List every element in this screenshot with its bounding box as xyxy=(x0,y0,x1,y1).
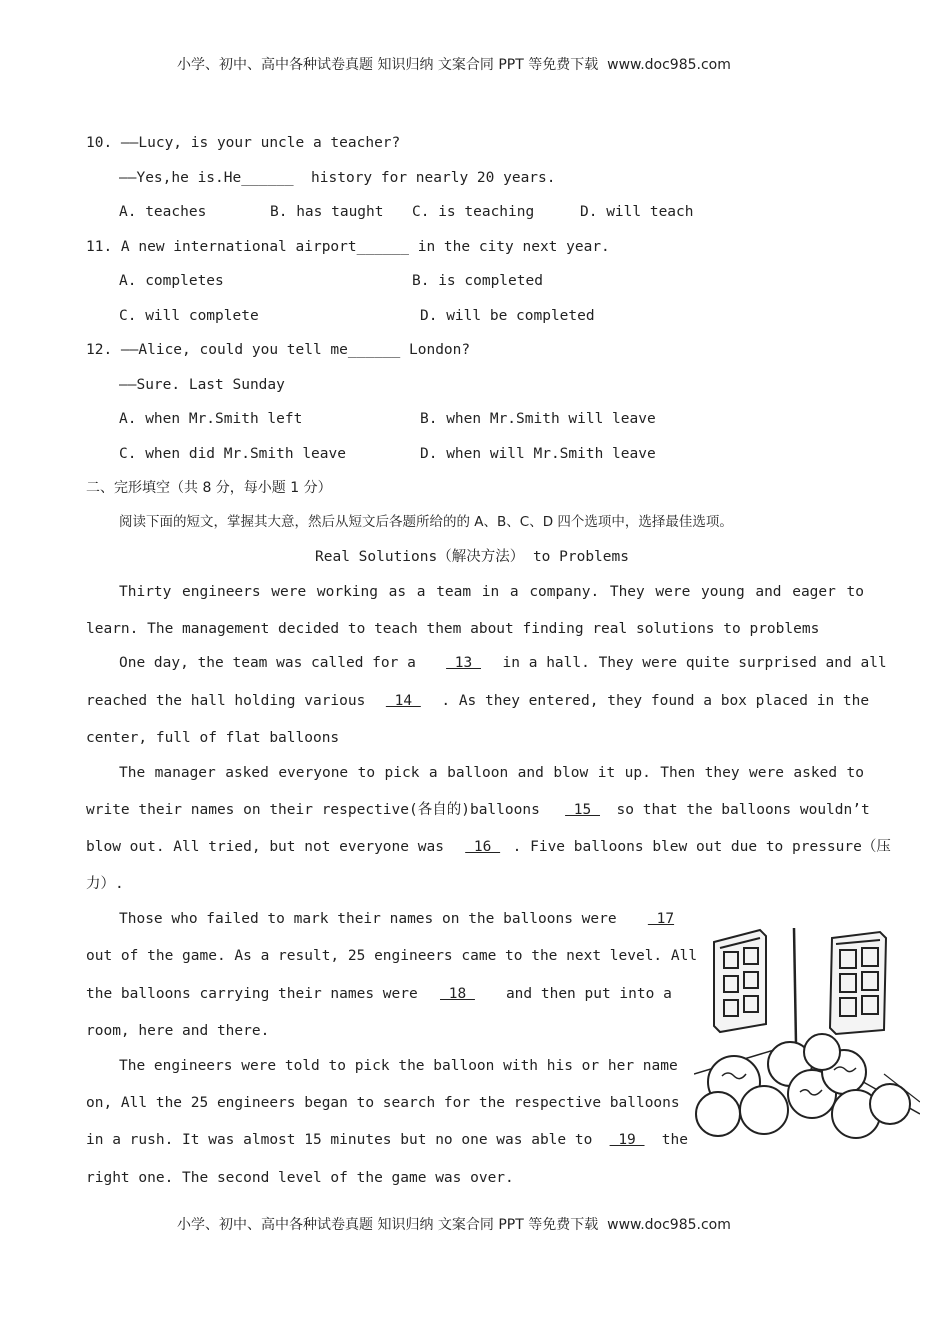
passage-p1-line2: learn. The management decided to teach them about finding real solutions to problems xyxy=(86,621,820,637)
passage-p4-line2: out of the game. As a result, 25 engineers came to the next level. All xyxy=(86,948,698,964)
blank-18: 18 xyxy=(440,986,475,1002)
left-window-icon xyxy=(714,930,766,1032)
question-10-option-a: A. teaches xyxy=(119,204,207,220)
passage-p3-line4: 力）. xyxy=(86,876,124,892)
blank-13: 13 xyxy=(446,655,481,671)
passage-p5-line2: on, All the 25 engineers began to search for the respective balloons xyxy=(86,1095,680,1111)
question-12-option-a: A. when Mr.Smith left xyxy=(119,411,303,427)
question-12-reply: ——Sure. Last Sunday xyxy=(119,377,285,393)
right-window-icon xyxy=(830,932,886,1034)
question-11-option-d: D. will be completed xyxy=(420,308,595,324)
question-10-reply: ——Yes,he is.He______ history for nearly 20 years. xyxy=(119,170,556,186)
blank-14: 14 xyxy=(385,693,421,709)
passage-p4-line4: room, here and there. xyxy=(86,1023,270,1039)
passage-p4-line1: Those who failed to mark their names on the balloons were 17 xyxy=(119,911,675,927)
question-12-option-d: D. when will Mr.Smith leave xyxy=(420,446,656,462)
section-instruction: 阅读下面的短文，掌握其大意，然后从短文后各题所给的的 A、B、C、D 四个选项中，选择最佳选项。 xyxy=(119,514,733,530)
question-11-option-c: C. will complete xyxy=(119,308,259,324)
section-heading: 二、完形填空（共 8 分，每小题 1 分） xyxy=(86,480,332,496)
passage-p3-line1: The manager asked everyone to pick a balloon and blow it up. Then they were asked to xyxy=(119,765,864,781)
question-11-option-b: B. is completed xyxy=(412,273,543,289)
passage-p2-line1: One day, the team was called for a 13 in a hall. They were quite surprised and all xyxy=(119,655,887,671)
page-header: 小学、初中、高中各种试卷真题 知识归纳 文案合同 PPT 等免费下载 www.doc985.com xyxy=(177,57,731,73)
passage-p5-line1: The engineers were told to pick the balloon with his or her name xyxy=(119,1058,678,1074)
question-11-stem: 11. A new international airport______ in the city next year. xyxy=(86,239,610,255)
blank-17: 17 xyxy=(647,911,675,927)
passage-p5-line4: right one. The second level of the game was over. xyxy=(86,1170,514,1186)
balloon-room-illustration xyxy=(694,924,920,1142)
question-10-option-b: B. has taught xyxy=(270,204,384,220)
question-12-option-c: C. when did Mr.Smith leave xyxy=(119,446,346,462)
passage-p5-line3: in a rush. It was almost 15 minutes but no one was able to 19 the xyxy=(86,1132,688,1148)
question-12-option-b: B. when Mr.Smith will leave xyxy=(420,411,656,427)
question-10-stem: 10. ——Lucy, is your uncle a teacher? xyxy=(86,135,401,151)
page-footer: 小学、初中、高中各种试卷真题 知识归纳 文案合同 PPT 等免费下载 www.doc985.com xyxy=(177,1217,731,1233)
blank-16: 16 xyxy=(465,839,501,855)
passage-p3-line3: blow out. All tried, but not everyone was 16 . Five balloons blew out due to pressure（压 xyxy=(86,839,891,855)
question-10-option-d: D. will teach xyxy=(580,204,694,220)
blank-15: 15 xyxy=(565,802,600,818)
question-11-option-a: A. completes xyxy=(119,273,224,289)
passage-p4-line3: the balloons carrying their names were 18 and then put into a xyxy=(86,986,672,1002)
passage-p3-line2: write their names on their respective(各自的)balloons 15 so that the balloons wouldn’t xyxy=(86,802,870,818)
passage-title: Real Solutions（解决方法） to Problems xyxy=(315,549,629,565)
blank-19: 19 xyxy=(609,1132,645,1148)
question-10-option-c: C. is teaching xyxy=(412,204,535,220)
passage-p2-line2: reached the hall holding various 14 . As they entered, they found a box placed in the xyxy=(86,693,870,709)
passage-p2-line3: center, full of flat balloons xyxy=(86,730,340,746)
balloon-pile-icon xyxy=(696,1034,910,1138)
question-12-stem: 12. ——Alice, could you tell me______ London? xyxy=(86,342,471,358)
passage-p1-line1: Thirty engineers were working as a team in a company. They were young and eager to xyxy=(119,584,864,600)
